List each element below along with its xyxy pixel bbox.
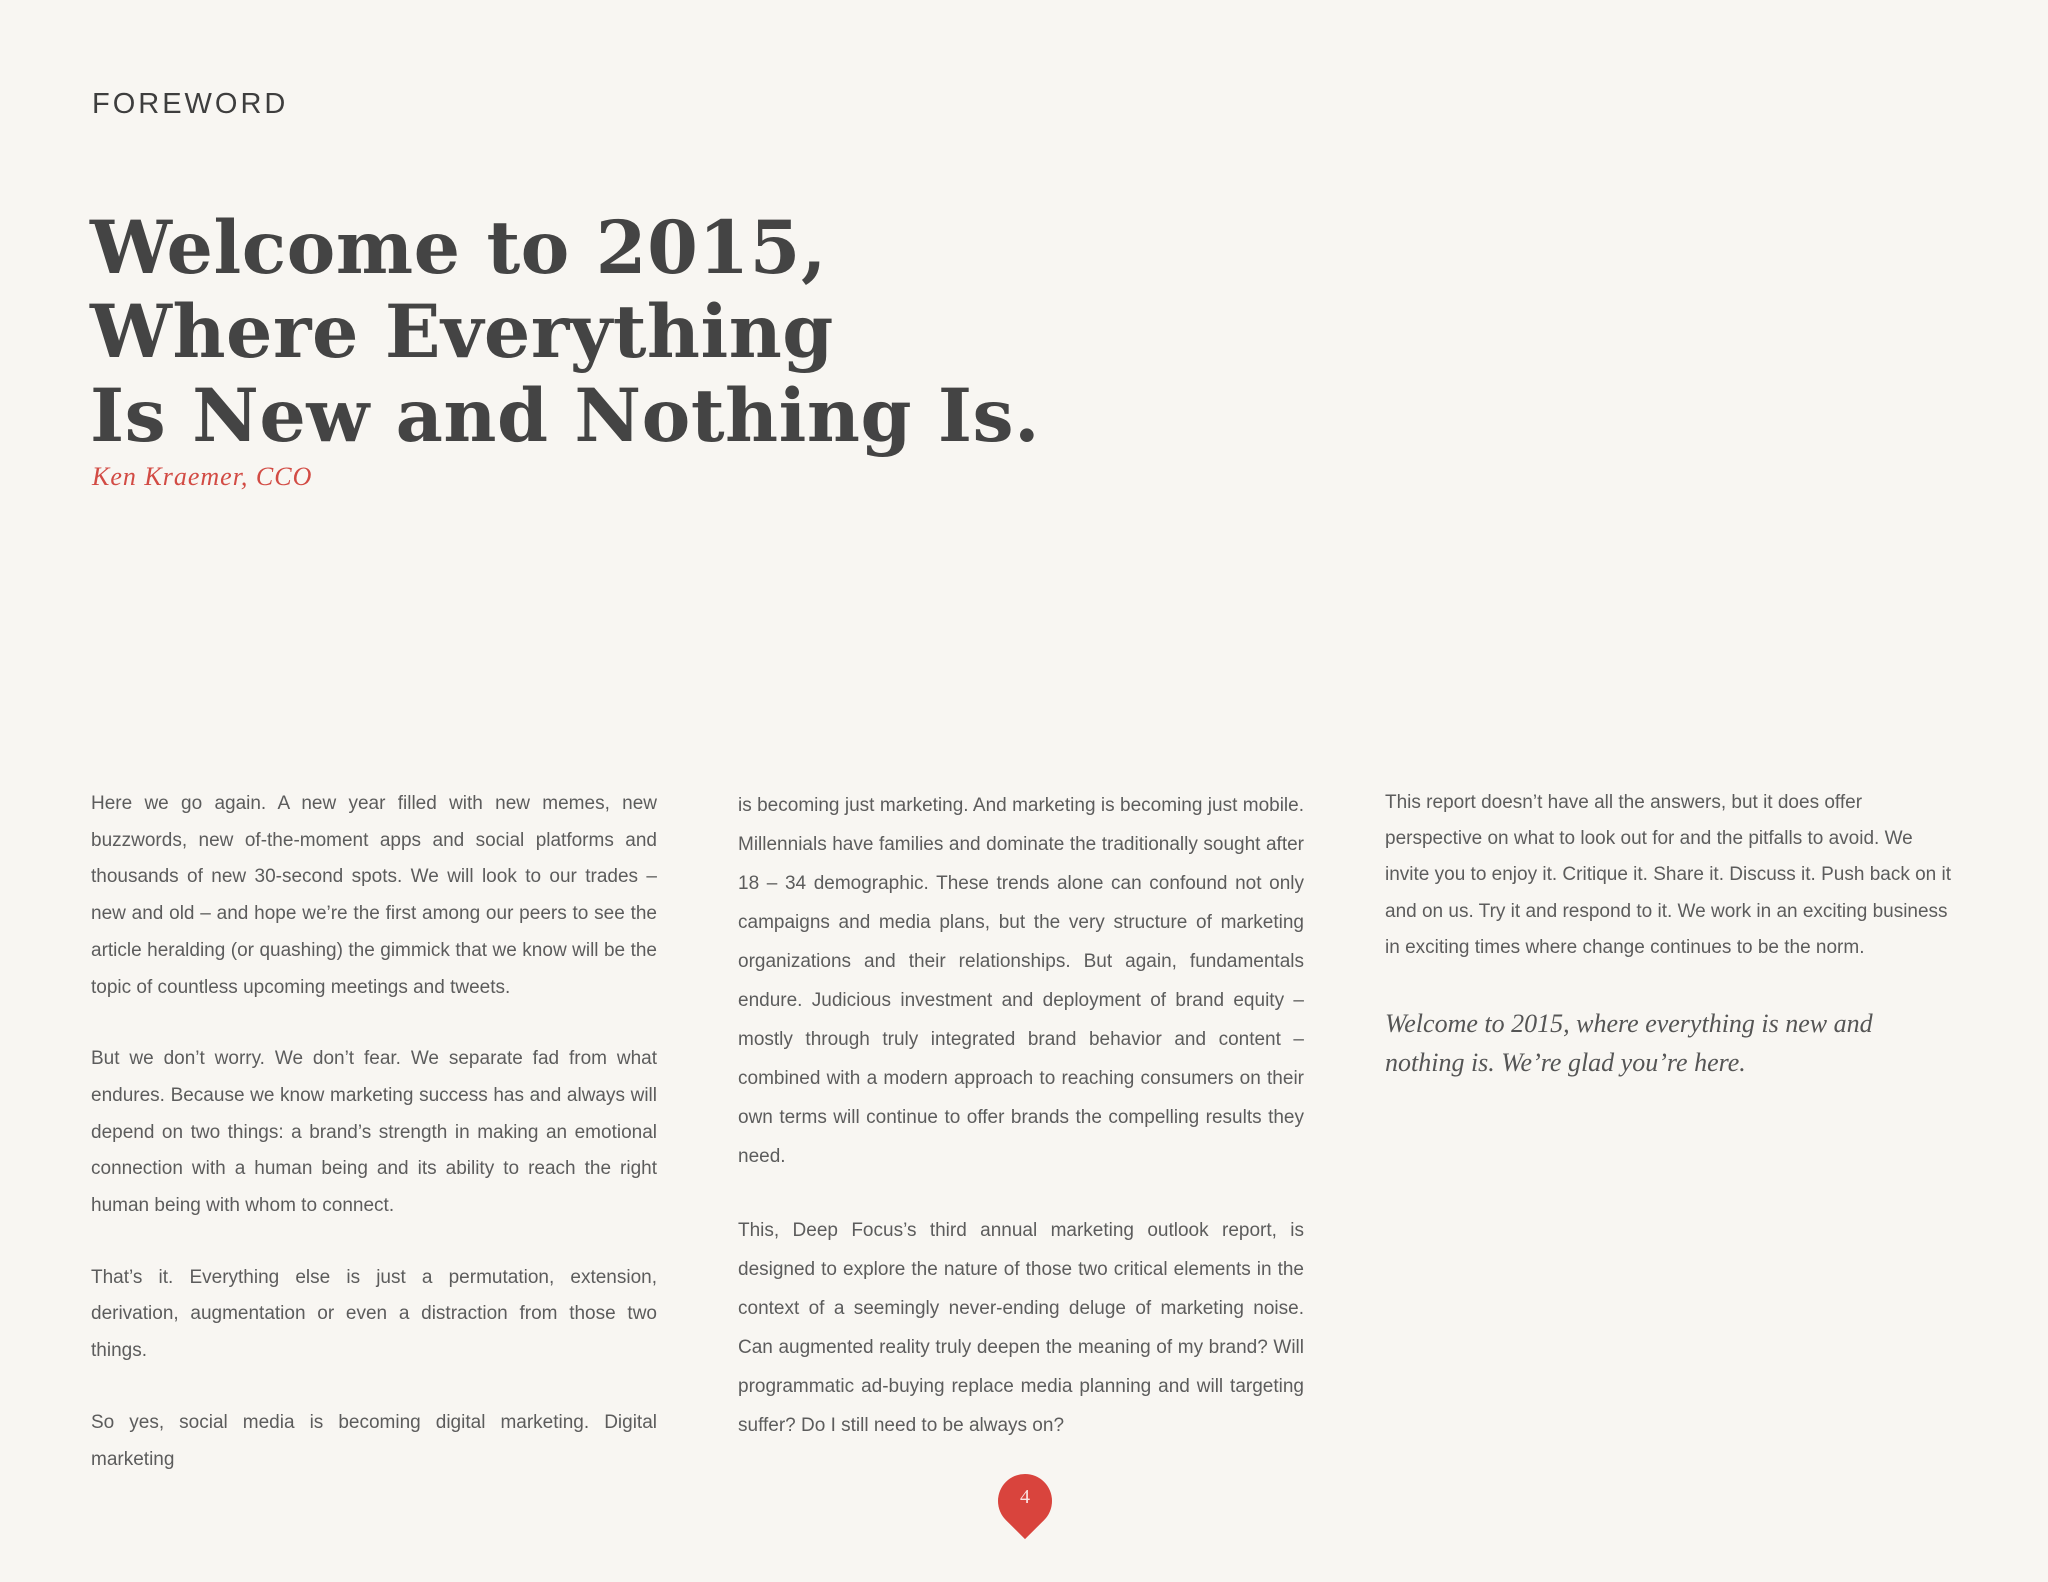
- section-label: FOREWORD: [92, 88, 289, 120]
- text-column-1: [91, 786, 657, 1513]
- page-title: [90, 206, 1040, 458]
- paragraph: So yes, social media is becoming digital marketing. Digital marketing: [91, 1411, 657, 1470]
- paragraph: This report doesn’t have all the answers, but it does offer perspective on what to look out for and the pitfalls to avoid. We invite you to enjoy it. Critique it. Share it. Discuss it. Push back on it and on us. Try it and respond to it. We work in an exciting business in exciting times where change continues to be the norm.: [1385, 792, 1952, 958]
- paragraph: That’s it. Everything else is just a permutation, extension, derivation, augmentation or even a distraction from those two things.: [91, 1266, 657, 1362]
- author-byline: Ken Kraemer, CCO: [92, 462, 313, 491]
- paragraph: This, Deep Focus’s third annual marketing outlook report, is designed to explore the nature of those two critical elements in the context of a seemingly never-ending deluge of marketing noise. Can augmented reality truly deepen the meaning of my brand? Will programmatic ad-buying replace media planning and will targeting suffer? Do I still need to be always on?: [738, 1220, 1304, 1436]
- title-line-1: Welcome to 2015,: [90, 205, 827, 291]
- paragraph: But we don’t worry. We don’t fear. We separate fad from what endures. Because we know marketing success has and always will depend on two things: a brand’s strength in making an emotional connection with a human being and its ability to reach the right human being with whom to connect.: [91, 1048, 657, 1217]
- text-column-2: [738, 786, 1304, 1480]
- closing-quote: Welcome to 2015, where everything is new and nothing is. We’re glad you’re here.: [1385, 1009, 1873, 1078]
- paragraph: is becoming just marketing. And marketing is becoming just mobile. Millennials have families and dominate the traditionally sought after 18 – 34 demographic. These trends alone can confound not only campaigns and media plans, but the very structure of marketing organizations and their relationships. But again, fundamentals endure. Judicious investment and deployment of brand equity – mostly through truly integrated brand behavior and content – combined with a modern approach to reaching consumers on their own terms will continue to offer brands the compelling results they need.: [738, 795, 1304, 1167]
- paragraph: Here we go again. A new year filled with new memes, new buzzwords, new of-the-moment apps and social platforms and thousands of new 30-second spots. We will look to our trades – new and old – and hope we’re the first among our peers to see the article heralding (or quashing) the gimmick that we know will be the topic of countless upcoming meetings and tweets.: [91, 793, 657, 998]
- page-number: 4: [1020, 1486, 1030, 1508]
- text-column-3: [1385, 785, 1954, 1082]
- title-line-3: Is New and Nothing Is.: [90, 373, 1041, 459]
- title-line-2: Where Everything: [90, 289, 834, 375]
